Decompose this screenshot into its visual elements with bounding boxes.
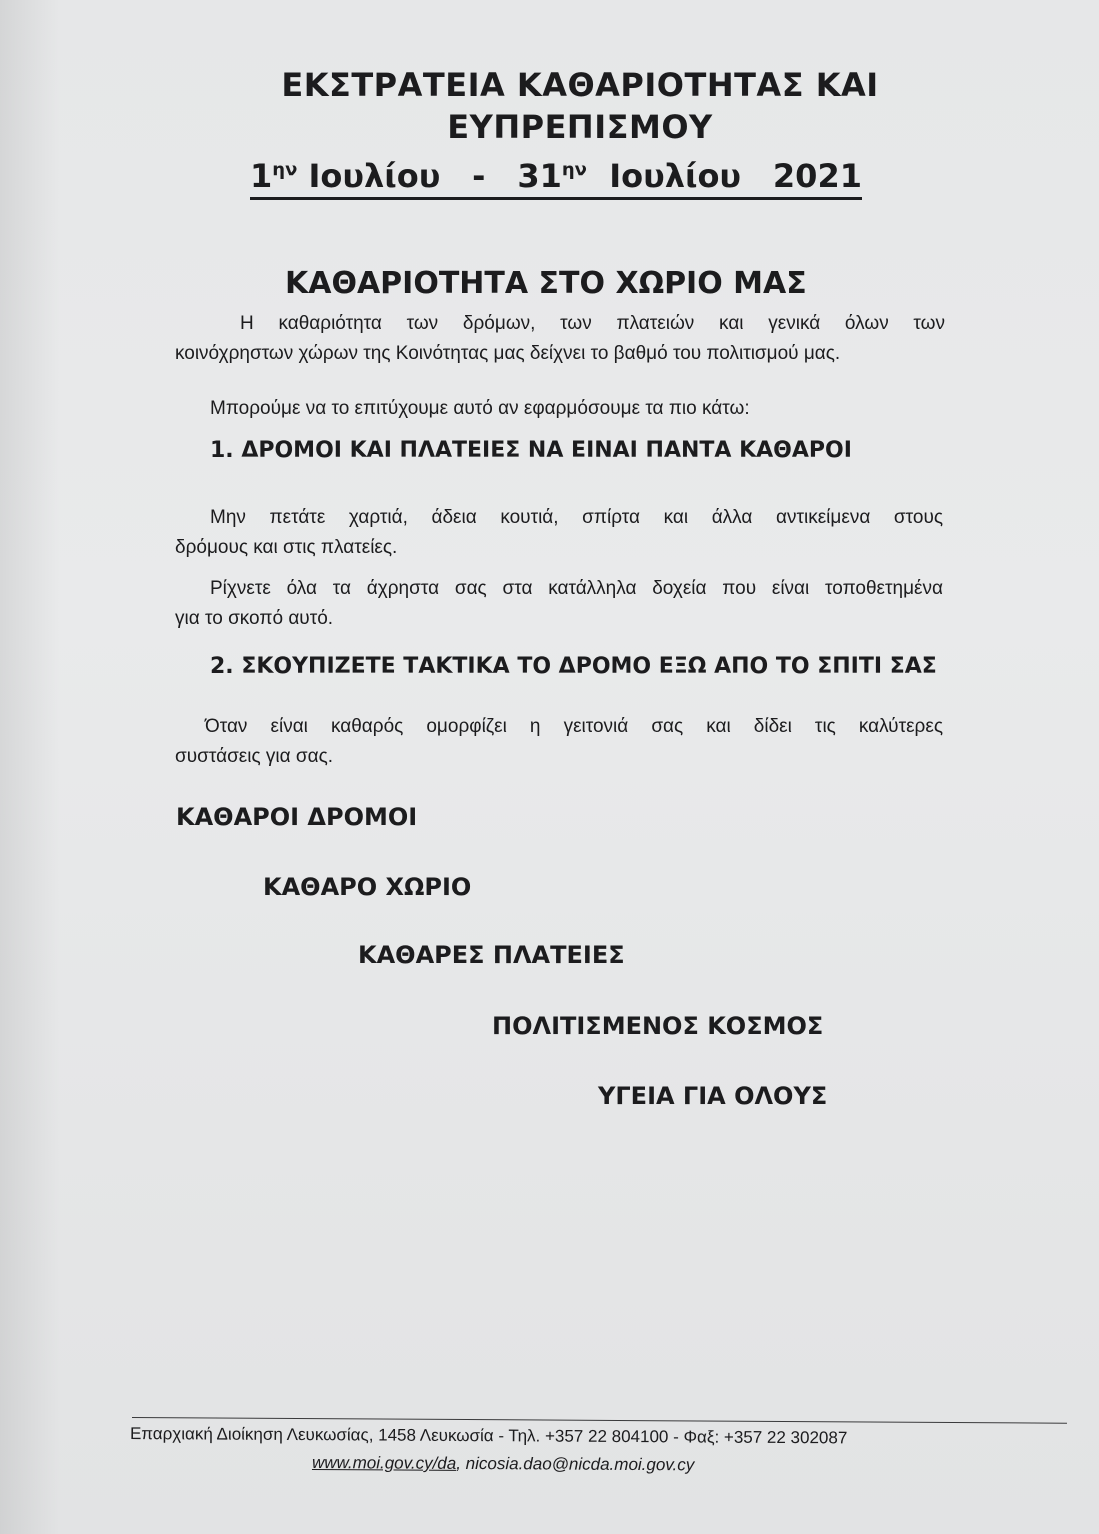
rule1-paragraph1 [175,503,943,563]
rule2-p1-line2: συστάσεις για σας. [175,746,334,767]
rule2-heading: 2. ΣΚΟΥΠΙΖΕΤΕ ΤΑΚΤΙΚΑ ΤΟ ΔΡΟΜΟ ΕΞΩ ΑΠΟ ΤΟ ΣΠΙΤΙ ΣΑΣ [210,654,937,679]
intro-line2: κοινόχρηστων χώρων της Κοινότητας μας δείχνει το βαθμό του πολιτισμού μας. [175,343,841,364]
how-line: Μπορούμε να το επιτύχουμε αυτό αν εφαρμόσουμε τα πιο κάτω: [210,398,750,419]
intro-line1: Η καθαριότητα των δρόμων, των πλατειών και γενικά όλων των [240,313,945,334]
slogan-clean-roads: ΚΑΘΑΡΟΙ ΔΡΟΜΟΙ [176,803,418,831]
rule1-p1-line2: δρόμους και στις πλατείες. [175,537,398,558]
campaign-dates [250,157,862,200]
how-paragraph [210,394,950,424]
footer-email[interactable]: nicosia.dao@nicda.moi.gov.cy [465,1453,695,1475]
rule1-p1-line1: Μην πετάτε χαρτιά, άδεια κουτιά, σπίρτα και άλλα αντικείμενα στους [210,507,943,528]
document-title-line1: ΕΚΣΤΡΑΤΕΙΑ ΚΑΘΑΡΙΟΤΗΤΑΣ ΚΑΙ [281,66,879,104]
rule1-p2-line1: Ρίχνετε όλα τα άχρηστα σας στα κατάλληλα δοχεία που είναι τοποθετημένα [210,578,943,599]
slogan-clean-squares: ΚΑΘΑΡΕΣ ΠΛΑΤΕΙΕΣ [358,941,625,969]
date-year: 2021 [772,157,862,195]
slogan-clean-village: ΚΑΘΑΡΟ ΧΩΡΙΟ [263,873,472,901]
footer-links [312,1453,694,1475]
slogan-health-for-all: ΥΓΕΙΑ ΓΙΑ ΟΛΟΥΣ [598,1082,828,1110]
page-shadow [0,0,60,1534]
slogan-civilized-world: ΠΟΛΙΤΙΣΜΕΝΟΣ ΚΟΣΜΟΣ [492,1012,824,1040]
section-heading: ΚΑΘΑΡΙΟΤΗΤΑ ΣΤΟ ΧΩΡΙΟ ΜΑΣ [285,266,807,301]
rule1-heading: 1. ΔΡΟΜΟΙ ΚΑΙ ΠΛΑΤΕΙΕΣ ΝΑ ΕΙΝΑΙ ΠΑΝΤΑ ΚΑΘΑΡΟΙ [210,438,852,463]
footer-website-link[interactable]: www.moi.gov.cy/da [311,1453,457,1473]
footer-link-separator: , [456,1453,466,1473]
rule1-paragraph2 [175,574,943,634]
rule1-p2-line2: για το σκοπό αυτό. [175,608,334,629]
date-end: $31^{\eta\nu}$ Ιουλίου [517,157,742,195]
rule2-p1-line1: Όταν είναι καθαρός ομορφίζει η γειτονιά σας και δίδει τις καλύτερες [205,716,943,737]
document-title-line2: ΕΥΠΡΕΠΙΣΜΟΥ [447,108,713,146]
intro-paragraph [175,309,945,369]
footer-divider [132,1417,1067,1424]
date-start: $1^{\eta\nu}$ Ιουλίου [250,157,441,195]
date-separator: - [472,157,486,195]
rule2-paragraph [175,712,943,772]
footer-contact: Επαρχιακή Διοίκηση Λευκωσίας, 1458 Λευκωσία - Τηλ. +357 22 804100 - Φαξ: +357 22 302087 [129,1424,848,1448]
